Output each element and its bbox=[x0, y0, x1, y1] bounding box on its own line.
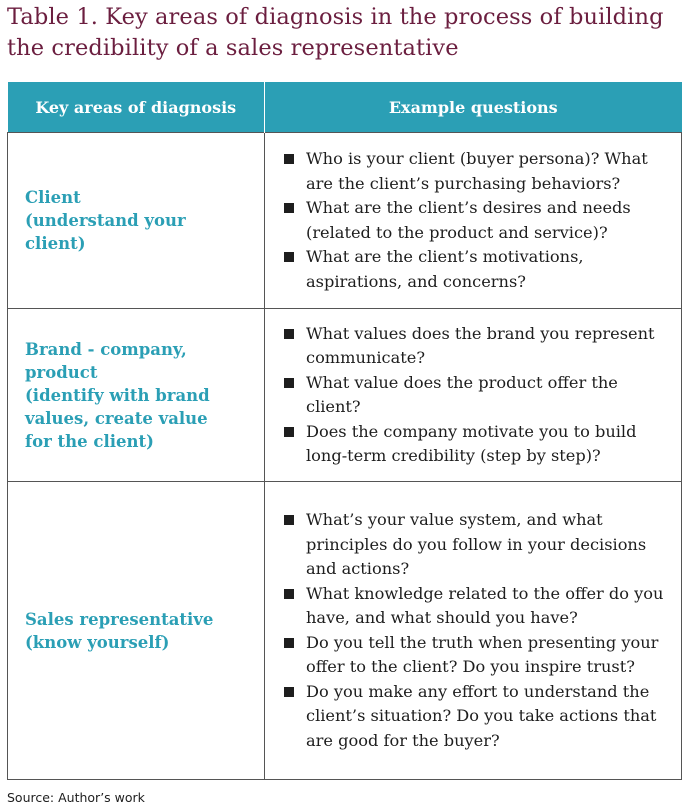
question-item bbox=[283, 196, 669, 245]
question-item bbox=[283, 631, 669, 680]
square-bullet-icon bbox=[284, 638, 294, 648]
question-list bbox=[265, 498, 681, 763]
square-bullet-icon bbox=[284, 427, 294, 437]
table-row-sales-representative bbox=[8, 482, 682, 780]
question-text: What knowledge related to the offer do you have, and what should you have? bbox=[306, 583, 664, 627]
area-line: values, create value bbox=[25, 408, 208, 428]
question-item bbox=[283, 245, 669, 294]
question-item bbox=[283, 680, 669, 754]
question-text: Do you make any effort to understand the client’s situation? Do you take actions that are good for the buyer? bbox=[306, 681, 657, 750]
source-note: Source: Author’s work bbox=[7, 790, 145, 805]
area-cell bbox=[8, 482, 265, 780]
square-bullet-icon bbox=[284, 378, 294, 388]
question-item bbox=[283, 371, 669, 420]
square-bullet-icon bbox=[284, 589, 294, 599]
table-row-brand bbox=[8, 309, 682, 482]
square-bullet-icon bbox=[284, 154, 294, 164]
area-line: (understand your bbox=[25, 211, 186, 230]
question-item bbox=[283, 322, 669, 371]
table-row-client bbox=[8, 133, 682, 309]
question-text: Does the company motivate you to build long-term credibility (step by step)? bbox=[306, 421, 637, 465]
area-line: for the client) bbox=[25, 431, 154, 451]
area-label-brand bbox=[8, 338, 264, 453]
area-line: Brand - company, bbox=[25, 339, 187, 359]
question-text: Do you tell the truth when presenting your offer to the client? Do you inspire trust? bbox=[306, 632, 659, 676]
area-cell bbox=[8, 309, 265, 482]
area-line: (know yourself) bbox=[25, 632, 170, 652]
table-title-line-1: Table 1. Key areas of diagnosis in the process of building bbox=[7, 4, 664, 30]
area-line: product bbox=[25, 362, 98, 382]
question-text: What values does the brand you represent communicate? bbox=[306, 323, 655, 367]
question-list bbox=[265, 137, 681, 304]
question-text: What value does the product offer the client? bbox=[306, 372, 618, 416]
square-bullet-icon bbox=[284, 329, 294, 339]
square-bullet-icon bbox=[284, 687, 294, 697]
square-bullet-icon bbox=[284, 515, 294, 525]
questions-cell bbox=[265, 309, 682, 482]
area-line: (identify with brand bbox=[25, 385, 210, 405]
column-header-areas: Key areas of diagnosis bbox=[8, 82, 265, 133]
question-text: What’s your value system, and what principles do you follow in your decisions and actions? bbox=[306, 510, 647, 578]
column-header-questions: Example questions bbox=[265, 82, 682, 133]
area-cell bbox=[8, 133, 265, 309]
diagnosis-table bbox=[7, 82, 682, 780]
table-title bbox=[7, 2, 683, 64]
question-list bbox=[265, 312, 681, 479]
questions-cell bbox=[265, 133, 682, 309]
question-text: What are the client’s motivations, aspirations, and concerns? bbox=[306, 247, 584, 291]
questions-cell bbox=[265, 482, 682, 780]
question-text: What are the client’s desires and needs (related to the product and service)? bbox=[306, 198, 631, 242]
question-item bbox=[283, 582, 669, 631]
area-label-sales-representative bbox=[8, 608, 264, 654]
question-item bbox=[283, 420, 669, 469]
square-bullet-icon bbox=[284, 203, 294, 213]
question-item bbox=[283, 147, 669, 196]
question-text: Who is your client (buyer persona)? What are the client’s purchasing behaviors? bbox=[306, 149, 648, 193]
question-item bbox=[283, 508, 669, 582]
area-label-client bbox=[8, 186, 264, 255]
area-line: Sales representative bbox=[25, 609, 214, 629]
area-line: client) bbox=[25, 234, 86, 253]
table-title-line-2: the credibility of a sales representative bbox=[7, 35, 459, 61]
square-bullet-icon bbox=[284, 252, 294, 262]
area-line: Client bbox=[25, 188, 81, 207]
table-header-row bbox=[8, 82, 682, 133]
